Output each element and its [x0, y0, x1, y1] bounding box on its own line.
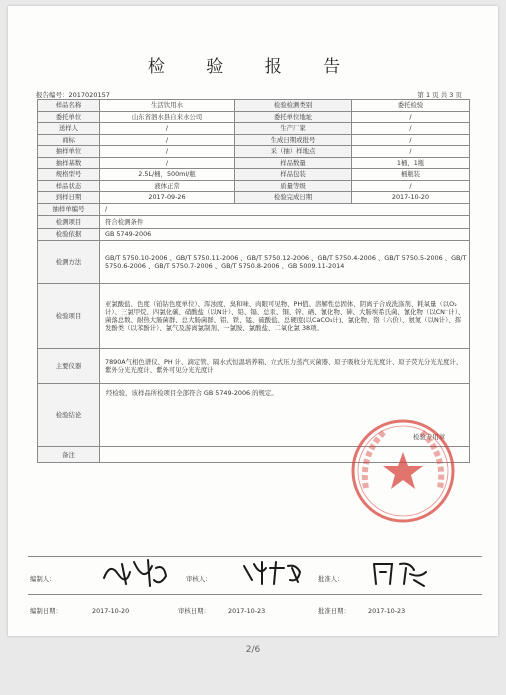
compiler-label: 编制人： [30, 575, 56, 583]
table-row [38, 169, 470, 181]
test-method-label: 检测方法 [38, 241, 100, 284]
divider [28, 556, 482, 557]
compile-date-value: 2017-10-20 [92, 607, 130, 615]
test-project-label: 检测项目 [38, 216, 100, 229]
sample-no-value: / [100, 203, 470, 216]
sampling-unit-value: / [100, 146, 235, 158]
trademark-label: 商标 [38, 134, 100, 146]
test-category-value: 委托检验 [352, 100, 470, 112]
report-number-value: 2017020157 [68, 91, 110, 99]
sampling-unit-label: 抽样单位 [38, 146, 100, 158]
sample-quantity-label: 样品数量 [235, 157, 352, 169]
delivered-by-label: 送样人 [38, 123, 100, 135]
quality-grade-label: 质量等级 [235, 180, 352, 192]
batch-value: / [352, 134, 470, 146]
completion-date-value: 2017-10-20 [352, 192, 470, 204]
table-row [38, 228, 470, 241]
approve-date-value: 2017-10-23 [368, 607, 406, 615]
sample-quantity-value: 1桶，1瓶 [352, 157, 470, 169]
model-value: 2.5L/桶，500ml/瓶 [100, 169, 235, 181]
test-method-value: GB/T 5750.10-2006 、GB/T 5750.11-2006 、GB/T 5750.12-2006 、GB/T 5750.4-2006 、GB/T 5750.5-2006 、GB/T 5750.6-2006 、GB/T 5750.7-2006 、GB/T 5750.8-2006 、GB 5009.11-2014 [100, 241, 470, 284]
seal-label: 检验专用章 [413, 433, 445, 441]
approve-date-label: 批准日期： [318, 607, 350, 615]
table-row [38, 284, 470, 349]
table-row [38, 349, 470, 384]
sample-name-label: 样品名称 [38, 100, 100, 112]
table-row [38, 203, 470, 216]
remark-value [100, 447, 470, 463]
approver-signature [370, 558, 430, 588]
conclusion-cell [100, 384, 470, 447]
approver-label: 批准人： [318, 575, 344, 583]
table-row [38, 241, 470, 284]
page-indicator: 2/6 [245, 645, 261, 655]
quality-grade-value: / [352, 180, 470, 192]
conclusion-value: 经检验，该样品所检项目全部符合 GB 5749-2006 的规定。 [106, 389, 278, 397]
conclusion-label: 检验结论 [38, 384, 100, 447]
table-row [38, 447, 470, 463]
reviewer-label: 审核人： [186, 575, 212, 583]
report-table [37, 99, 470, 463]
report-sheet [8, 6, 498, 636]
table-row [38, 384, 470, 447]
compiler-signature [100, 554, 170, 590]
trademark-value: / [100, 134, 235, 146]
test-items-value: 亚氯酸盐、色度（铂钴色度单位）、浑浊度、臭和味、肉眼可见物、PH值、溶解性总固体、阴离子合成洗涤剂、耗氧量（以O₂计）、三氯甲烷、四氯化碳、硝酸盐（以N计）、铅、镉、总汞、铜、锌、硒、氰化物、砷、大肠埃希氏菌、氰化物（以CN⁻计）、菌落总数、耐热大肠菌群、总大肠菌群、铝、铁、锰、硫酸盐、总硬度(以CaCO₃计)、氯化物、铬（六价）、氨氮（以N计）、挥发酚类（以苯酚计）、氯气及游离氯制剂、一氯胺、氯酸盐、二氧化氯 38项。 [100, 284, 470, 349]
review-date-label: 审核日期： [178, 607, 210, 615]
compile-date-label: 编制日期： [30, 607, 62, 615]
packaging-label: 样品包装 [235, 169, 352, 181]
review-date [178, 606, 265, 615]
client-address-value: / [352, 111, 470, 123]
sample-name-value: 生活饮用水 [100, 100, 235, 112]
table-row [38, 146, 470, 158]
review-date-value: 2017-10-23 [228, 607, 266, 615]
table-row [38, 123, 470, 135]
sampling-base-value: / [100, 157, 235, 169]
sampling-place-value: / [352, 146, 470, 158]
table-row [38, 180, 470, 192]
report-number-label: 报告编号： [36, 91, 69, 99]
instruments-label: 主要仪器 [38, 349, 100, 384]
delivered-by-value: / [100, 123, 235, 135]
side-seal-icon [478, 336, 498, 416]
sample-status-value: 液体正常 [100, 180, 235, 192]
manufacturer-label: 生产厂家 [235, 123, 352, 135]
test-items-label: 检验项目 [38, 284, 100, 349]
table-row [38, 111, 470, 123]
test-project-value: 符合检测条件 [100, 216, 470, 229]
sampling-base-label: 抽样基数 [38, 157, 100, 169]
table-row [38, 100, 470, 112]
sample-status-label: 样品状态 [38, 180, 100, 192]
test-category-label: 检验检测类别 [235, 100, 352, 112]
approve-date [318, 606, 405, 615]
client-value: 山东省泗水县自来水公司 [100, 111, 235, 123]
report-title: 检 验 报 告 [147, 57, 359, 77]
client-address-label: 委托单位地址 [235, 111, 352, 123]
arrival-date-value: 2017-09-26 [100, 192, 235, 204]
report-number [36, 90, 110, 99]
test-basis-label: 检验依据 [38, 228, 100, 241]
instruments-value: 7890A气相色谱仪、PH 计、滴定管、隔水式恒温培养箱、立式压力蒸汽灭菌器、原子吸收分光光度计、原子荧光分光光度计、紫外分光光度计、紫外可见分光光度计 [100, 349, 470, 384]
compile-date [30, 606, 129, 615]
packaging-value: 桶瓶装 [352, 169, 470, 181]
completion-date-label: 检验完成日期 [235, 192, 352, 204]
sample-no-label: 抽样单编号 [38, 203, 100, 216]
client-label: 委托单位 [38, 111, 100, 123]
reviewer-signature [240, 558, 310, 588]
sampling-place-label: 采（抽）样地点 [235, 146, 352, 158]
table-row [38, 134, 470, 146]
page-info: 第 1 页 共 3 页 [417, 91, 462, 99]
remark-label: 备注 [38, 447, 100, 463]
table-row [38, 157, 470, 169]
manufacturer-value: / [352, 123, 470, 135]
test-basis-value: GB 5749-2006 [100, 228, 470, 241]
arrival-date-label: 到样日期 [38, 192, 100, 204]
model-label: 规格型号 [38, 169, 100, 181]
divider [28, 594, 482, 595]
table-row [38, 216, 470, 229]
table-row [38, 192, 470, 204]
batch-label: 生成日期或批号 [235, 134, 352, 146]
